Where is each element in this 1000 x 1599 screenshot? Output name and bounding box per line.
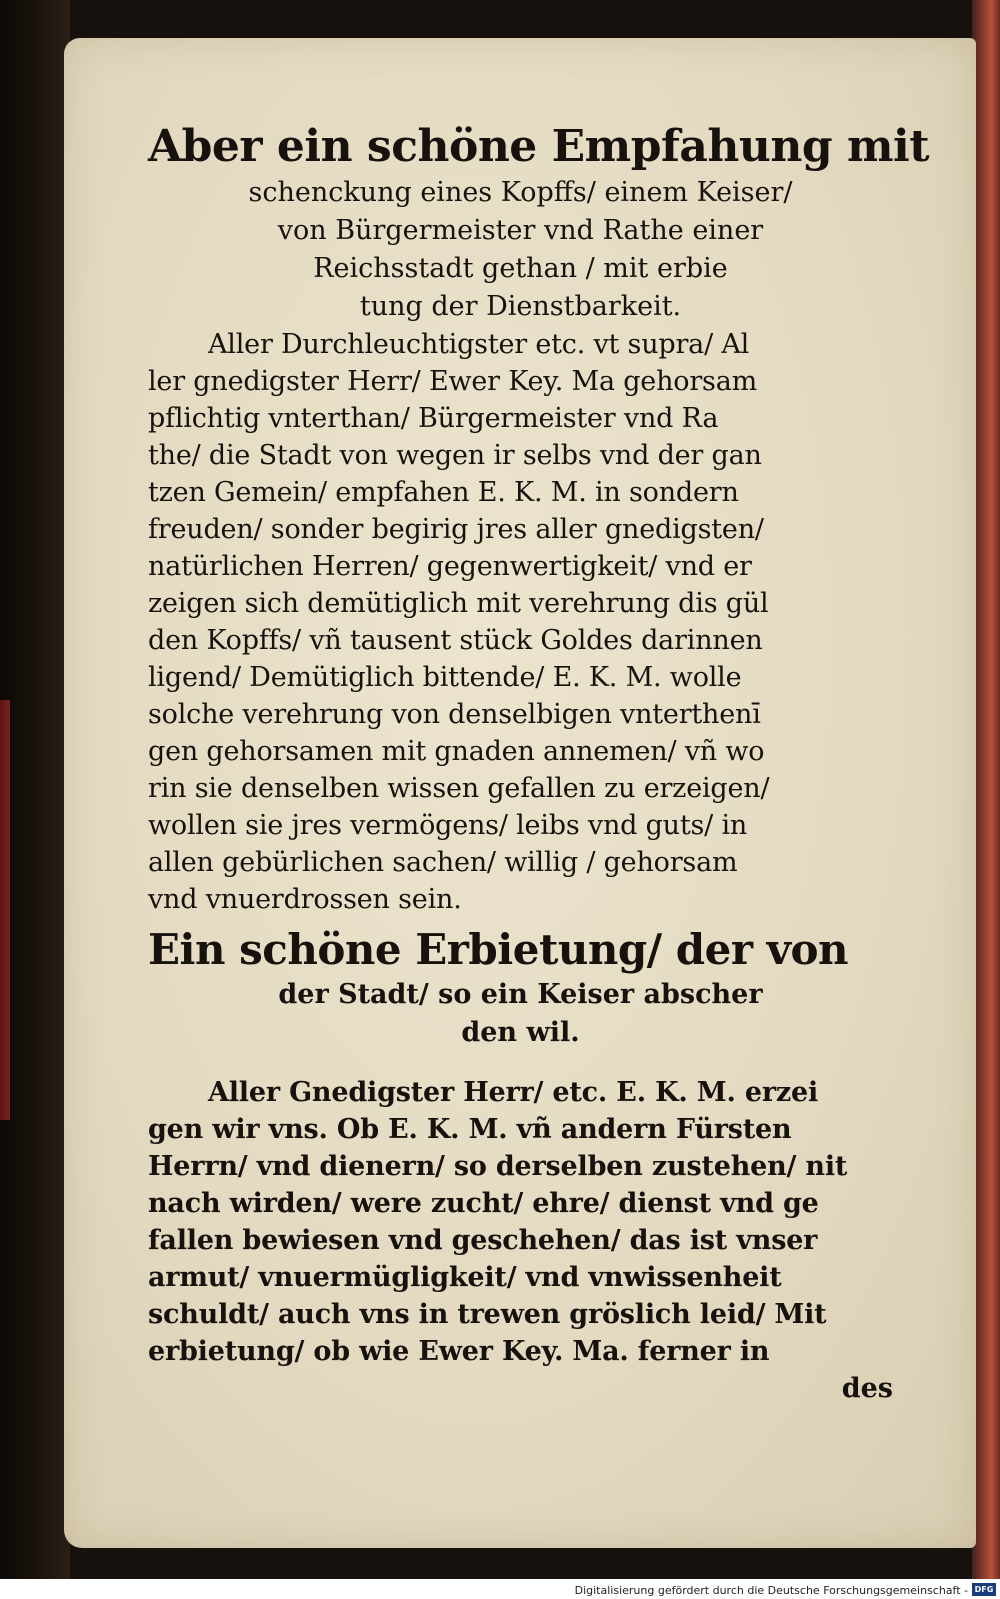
section-heading-1: Aber ein schöne Empfahung mit xyxy=(148,121,930,172)
subtitle-line: Reichsstadt gethan / mit erbie xyxy=(313,253,728,284)
text-line: pflichtig vnterthan/ Bürgermeister vnd Ra xyxy=(148,403,719,434)
text-line: allen gebürlichen sachen/ willig / gehorsam xyxy=(148,847,738,878)
text-line: rin sie denselben wissen gefallen zu erzeigen/ xyxy=(148,773,770,804)
book-spine-red-strip xyxy=(0,700,10,1120)
text-line: tzen Gemein/ empfahen E. K. M. in sondern xyxy=(148,477,739,508)
text-line: ler gnedigster Herr/ Ewer Key. Ma gehorsam xyxy=(148,366,757,397)
text-line: schuldt/ auch vns in trewen gröslich leid/ Mit xyxy=(148,1299,827,1330)
catchword: des xyxy=(841,1373,893,1404)
section-heading-2-subtitle xyxy=(148,976,893,1052)
subtitle-line: schenckung eines Kopffs/ einem Keiser/ xyxy=(248,177,793,208)
text-line: Herrn/ vnd dienern/ so derselben zustehen/ nit xyxy=(148,1151,848,1182)
text-line: freuden/ sonder begirig jres aller gnedigsten/ xyxy=(148,514,764,545)
subtitle-line: der Stadt/ so ein Keiser abscher xyxy=(278,979,763,1010)
text-line: zeigen sich demütiglich mit verehrung dis gül xyxy=(148,588,769,619)
paragraph-2 xyxy=(148,1074,893,1370)
page-edge-right xyxy=(972,0,1000,1580)
footer-bar xyxy=(0,1579,1000,1599)
subtitle-line: den wil. xyxy=(461,1017,580,1048)
text-line: ligend/ Demütiglich bittende/ E. K. M. wolle xyxy=(148,662,742,693)
spacer xyxy=(148,1052,893,1074)
subtitle-line: von Bürgermeister vnd Rathe einer xyxy=(277,215,764,246)
text-line: the/ die Stadt von wegen ir selbs vnd der gan xyxy=(148,440,762,471)
section-heading-2: Ein schöne Erbietung/ der von xyxy=(148,925,849,974)
text-line: gen wir vns. Ob E. K. M. vñ andern Fürsten xyxy=(148,1114,792,1145)
text-line: wollen sie jres vermögens/ leibs vnd guts/ in xyxy=(148,810,748,841)
text-line: nach wirden/ were zucht/ ehre/ dienst vnd ge xyxy=(148,1188,819,1219)
book-spine-left xyxy=(0,0,70,1599)
text-line: Aller Durchleuchtigster etc. vt supra/ Al xyxy=(208,329,750,360)
dfg-logo-icon: DFG xyxy=(972,1583,996,1596)
text-line: den Kopffs/ vñ tausent stück Goldes darinnen xyxy=(148,625,763,656)
text-line: gen gehorsamen mit gnaden annemen/ vñ wo xyxy=(148,736,765,767)
funding-credit: Digitalisierung gefördert durch die Deutsche Forschungsgemeinschaft - xyxy=(574,1584,968,1597)
text-line: solche verehrung von denselbigen vnterthenī xyxy=(148,699,761,730)
section-heading-1-subtitle xyxy=(148,174,893,326)
page-text xyxy=(148,120,930,1407)
text-line: fallen bewiesen vnd geschehen/ das ist vnser xyxy=(148,1225,818,1256)
text-line: armut/ vnuermügligkeit/ vnd vnwissenheit xyxy=(148,1262,782,1293)
text-line: Aller Gnedigster Herr/ etc. E. K. M. erzei xyxy=(208,1077,819,1108)
text-line: vnd vnuerdrossen sein. xyxy=(148,884,462,915)
text-line: natürlichen Herren/ gegenwertigkeit/ vnd er xyxy=(148,551,752,582)
paragraph-1 xyxy=(148,326,893,918)
text-line: erbietung/ ob wie Ewer Key. Ma. ferner in xyxy=(148,1336,770,1367)
subtitle-line: tung der Dienstbarkeit. xyxy=(359,291,682,322)
